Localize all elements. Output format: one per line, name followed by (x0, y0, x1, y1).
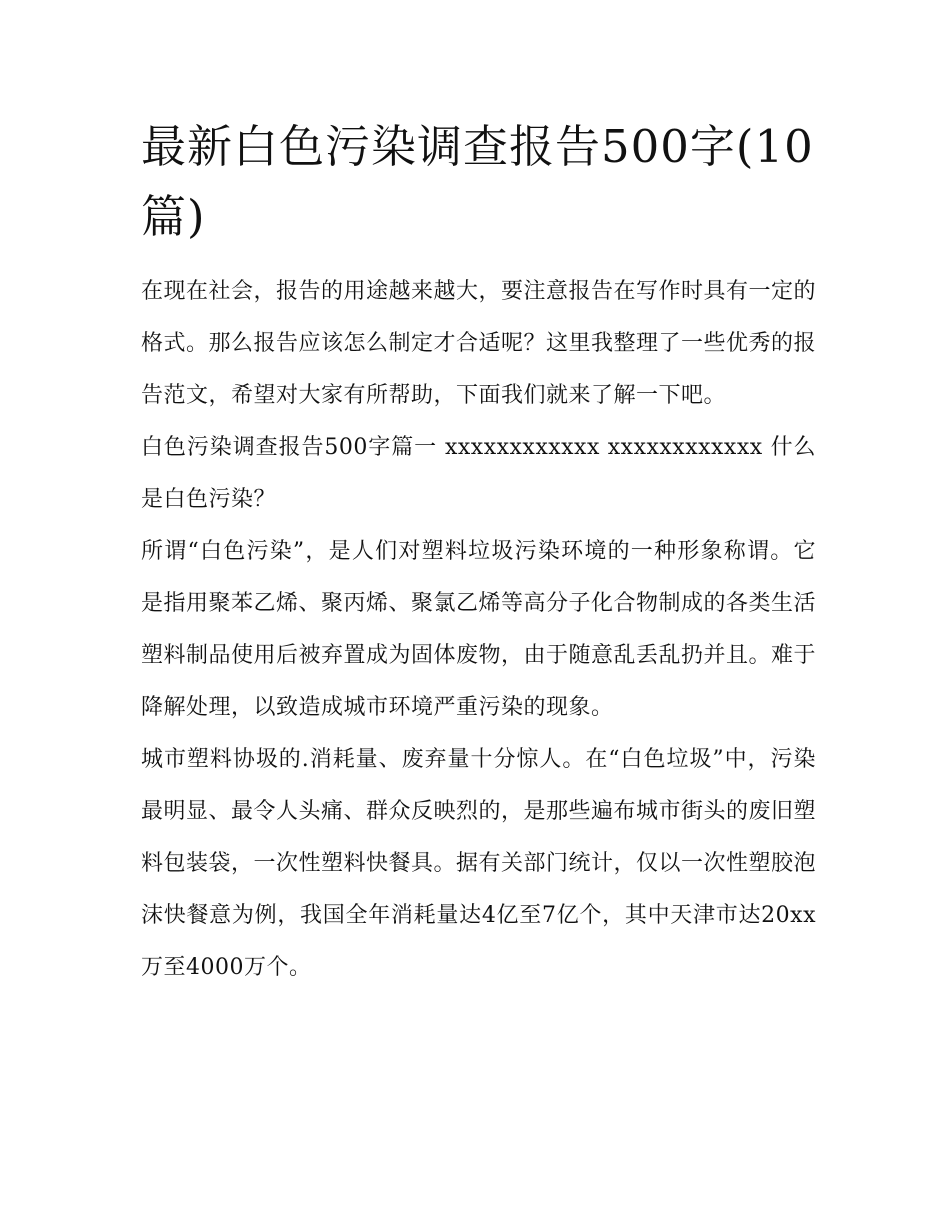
section-heading-paragraph: 白色污染调查报告500字篇一 xxxxxxxxxxxx xxxxxxxxxxxx 什么是白色污染？ (141, 435, 816, 512)
statistics-paragraph: 城市塑料协圾的.消耗量、废弃量十分惊人。在“白色垃圾”中，污染最明显、最令人头痛、群众反映烈的，是那些遍布城市街头的废旧塑料包装袋，一次性塑料快餐具。据有关部门统计，仅以一次性塑胶泡沫快餐意为例，我国全年消耗量达4亿至7亿个，其中天津市达20xx万至4000万个。 (141, 747, 817, 980)
document-title: 最新白色污染调查报告500字(10篇) (141, 120, 814, 243)
intro-paragraph: 在现在社会，报告的用途越来越大，要注意报告在写作时具有一定的格式。那么报告应该怎么制定才合适呢？这里我整理了一些优秀的报告范文，希望对大家有所帮助，下面我们就来了解一下吧。 (141, 279, 817, 408)
definition-paragraph: 所谓“白色污染”，是人们对塑料垃圾污染环境的一种形象称谓。它是指用聚苯乙烯、聚丙烯、聚氯乙烯等高分子化合物制成的各类生活塑料制品使用后被弃置成为固体废物，由于随意乱丢乱扔并且。难于降解处理，以致造成城市环境严重污染的现象。 (141, 539, 817, 720)
document-body (141, 112, 816, 994)
